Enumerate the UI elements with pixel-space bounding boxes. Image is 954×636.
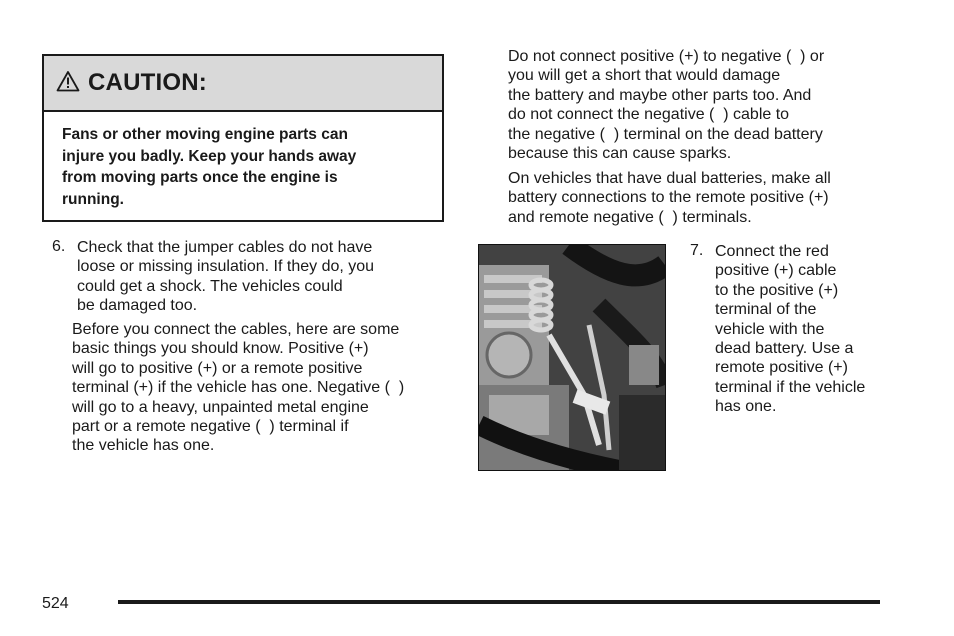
caution-line: running.	[62, 190, 124, 208]
paragraph-line: will go to a heavy, unpainted metal engine	[72, 398, 369, 416]
step-7-line: dead battery. Use a	[715, 340, 854, 358]
step-6-line: be damaged too.	[77, 297, 198, 315]
paragraph-line: the negative ( ) terminal on the dead battery	[508, 125, 823, 143]
paragraph-line: Do not connect positive (+) to negative ( ) or	[508, 48, 825, 65]
step-6-line: loose or missing insulation. If they do, you	[77, 258, 375, 276]
paragraph-line: the vehicle has one.	[72, 437, 215, 455]
paragraph-line: On vehicles that have dual batteries, make all	[508, 170, 831, 187]
caution-title: CAUTION:	[88, 69, 207, 96]
caution-line: injure you badly. Keep your hands away	[62, 147, 357, 165]
caution-box	[42, 54, 444, 222]
footer-rule	[118, 600, 880, 604]
paragraph-cable-basics	[72, 320, 404, 456]
paragraph-short-warning	[508, 47, 824, 163]
step-7-line: terminal of the	[715, 301, 817, 319]
step-7-line: vehicle with the	[715, 320, 825, 338]
step-6-line: Check that the jumper cables do not have	[77, 239, 373, 256]
paragraph-line: you will get a short that would damage	[508, 67, 781, 85]
page-number: 524	[42, 595, 69, 612]
paragraph-line: because this can cause sparks.	[508, 145, 732, 163]
step-7-line: positive (+) cable	[715, 262, 837, 280]
warning-triangle-icon	[56, 70, 88, 97]
paragraph-dual-batteries	[508, 169, 831, 227]
caution-header	[44, 56, 442, 112]
paragraph-line: terminal (+) if the vehicle has one. Negative ( )	[72, 379, 405, 397]
paragraph-line: Before you connect the cables, here are some	[72, 321, 400, 338]
caution-text	[44, 112, 442, 210]
step-7-text	[715, 242, 865, 417]
caution-line: Fans or other moving engine parts can	[62, 126, 348, 143]
caution-line: from moving parts once the engine is	[62, 169, 338, 186]
step-7-line: to the positive (+)	[715, 281, 839, 299]
step-7-number: 7.	[690, 242, 704, 259]
step-6-line: could get a shock. The vehicles could	[77, 277, 343, 295]
paragraph-line: and remote negative ( ) terminals.	[508, 208, 752, 226]
engine-jumper-cable-photo	[478, 244, 666, 471]
paragraph-line: will go to positive (+) or a remote positive	[72, 359, 363, 377]
step-7-line: has one.	[715, 398, 777, 416]
paragraph-line: battery connections to the remote positive (+)	[508, 189, 829, 207]
step-7-line: Connect the red	[715, 243, 829, 260]
paragraph-line: part or a remote negative ( ) terminal if	[72, 418, 349, 436]
step-7-line: remote positive (+)	[715, 359, 848, 377]
step-6-number: 6.	[52, 238, 66, 255]
paragraph-line: the battery and maybe other parts too. And	[508, 86, 812, 104]
step-6-text	[77, 238, 374, 316]
step-7-line: terminal if the vehicle	[715, 378, 866, 396]
paragraph-line: do not connect the negative ( ) cable to	[508, 106, 790, 124]
paragraph-line: basic things you should know. Positive (+)	[72, 340, 369, 358]
